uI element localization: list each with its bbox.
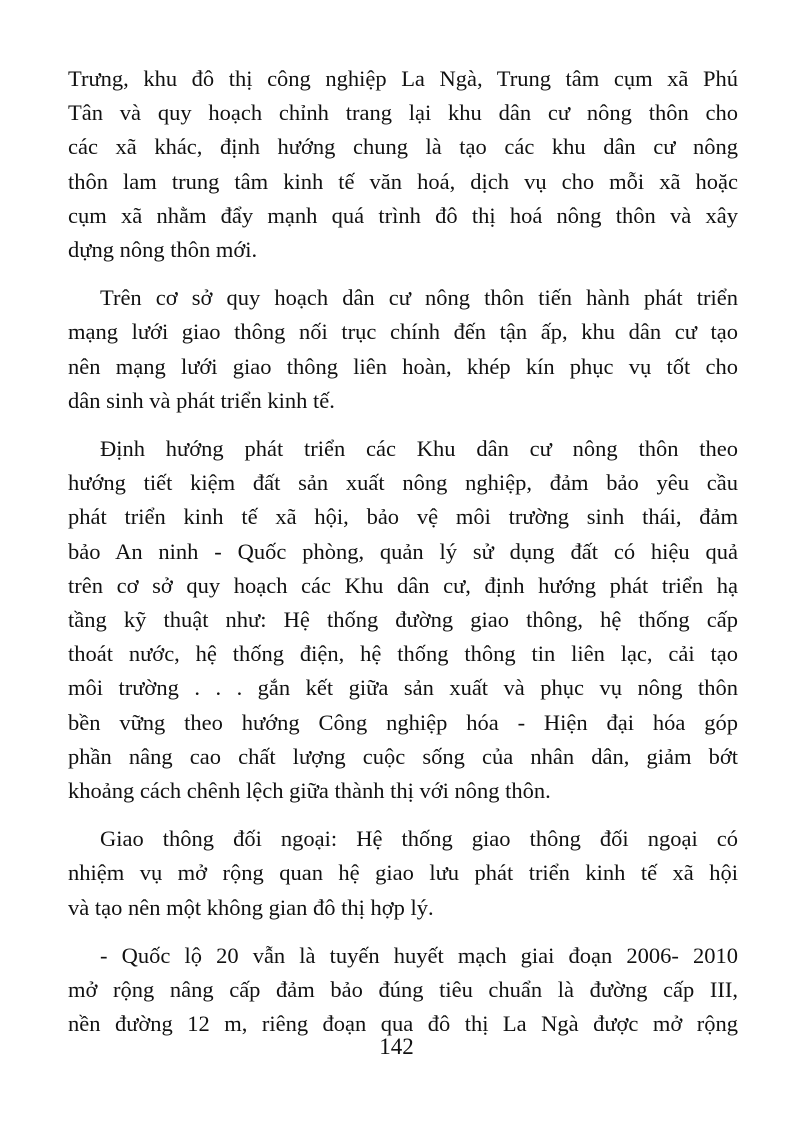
text-line: thoát nước, hệ thống điện, hệ thống thông tin liên lạc, cải tạo: [68, 641, 738, 667]
text-line: dân sinh và phát triển kinh tế.: [68, 387, 335, 413]
text-line: Trên cơ sở quy hoạch dân cư nông thôn tiến hành phát triển: [100, 285, 738, 311]
text-line: khoảng cách chênh lệch giữa thành thị với nông thôn.: [68, 778, 551, 804]
text-line: nền đường 12 m, riêng đoạn qua đô thị La Ngà được mở rộng: [68, 1011, 738, 1037]
text-line: mở rộng nâng cấp đảm bảo đúng tiêu chuẩn là đường cấp III,: [68, 977, 738, 1003]
text-line: trên cơ sở quy hoạch các Khu dân cư, định hướng phát triển hạ: [68, 572, 738, 598]
text-line: thôn lam trung tâm kinh tế văn hoá, dịch vụ cho mỗi xã hoặc: [68, 168, 738, 194]
text-line: cụm xã nhằm đẩy mạnh quá trình đô thị hoá nông thôn và xây: [68, 202, 738, 228]
text-line: nhiệm vụ mở rộng quan hệ giao lưu phát triển kinh tế xã hội: [68, 860, 738, 886]
page-body: [68, 62, 738, 1055]
text-line: tầng kỹ thuật như: Hệ thống đường giao thông, hệ thống cấp: [68, 607, 738, 633]
text-line: Trưng, khu đô thị công nghiệp La Ngà, Trung tâm cụm xã Phú: [68, 66, 738, 91]
text-line: phần nâng cao chất lượng cuộc sống của nhân dân, giảm bớt: [68, 743, 738, 769]
paragraph-5: [68, 939, 738, 1042]
text-line: bền vững theo hướng Công nghiệp hóa - Hiện đại hóa góp: [68, 709, 738, 735]
text-line: Định hướng phát triển các Khu dân cư nông thôn theo: [100, 436, 738, 462]
text-line: - Quốc lộ 20 vẫn là tuyến huyết mạch giai đoạn 2006- 2010: [100, 942, 738, 968]
text-line: các xã khác, định hướng chung là tạo các khu dân cư nông: [68, 134, 738, 160]
paragraph-1: [68, 62, 738, 267]
text-line: Tân và quy hoạch chỉnh trang lại khu dân cư nông thôn cho: [68, 100, 738, 126]
text-line: bảo An ninh - Quốc phòng, quản lý sử dụng đất có hiệu quả: [68, 538, 738, 564]
text-line: Giao thông đối ngoại: Hệ thống giao thông đối ngoại có: [100, 826, 738, 852]
paragraph-3: [68, 432, 738, 808]
text-line: phát triển kinh tế xã hội, bảo vệ môi trường sinh thái, đảm: [68, 504, 738, 530]
text-line: và tạo nên một không gian đô thị hợp lý.: [68, 894, 434, 920]
page-number: 142: [379, 1034, 414, 1059]
text-line: nên mạng lưới giao thông liên hoàn, khép kín phục vụ tốt cho: [68, 353, 738, 379]
text-line: môi trường . . . gắn kết giữa sản xuất và phục vụ nông thôn: [68, 675, 738, 701]
text-line: mạng lưới giao thông nối trục chính đến tận ấp, khu dân cư tạo: [68, 319, 738, 345]
text-line: hướng tiết kiệm đất sản xuất nông nghiệp, đảm bảo yêu cầu: [68, 470, 738, 496]
text-line: dựng nông thôn mới.: [68, 237, 258, 263]
paragraph-4: [68, 822, 738, 925]
paragraph-2: [68, 281, 738, 418]
